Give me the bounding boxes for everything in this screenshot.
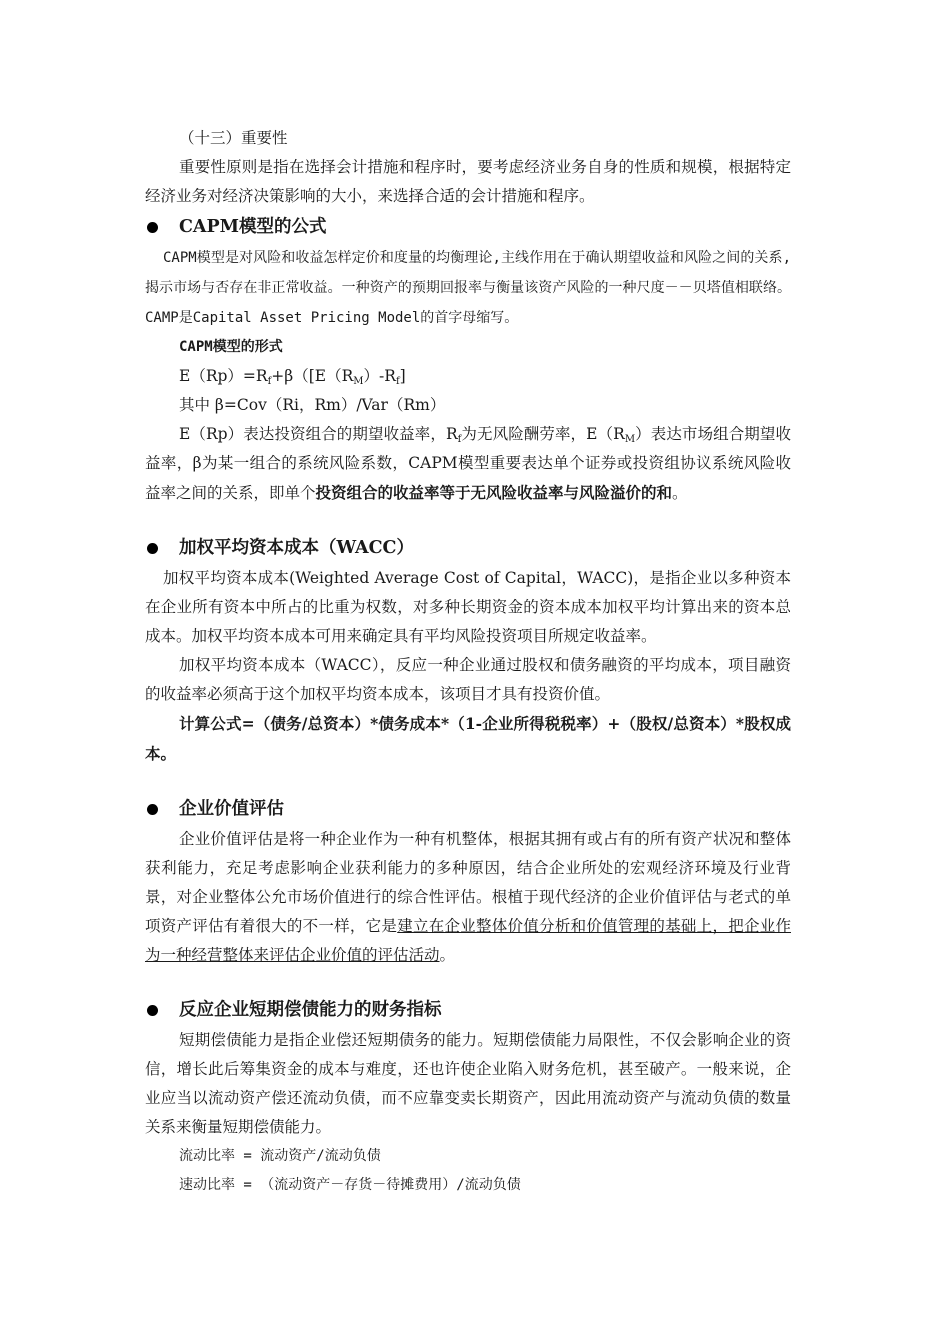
capm-heading [145,211,791,243]
capm-formula-part: ] [399,367,406,385]
valuation-underlined-text: 建立在企业整体价值分析和价值管理的基础上，把企业作为一种经营整体来评估企业价值的评估活动 [145,917,791,964]
valuation-paragraph [145,825,791,970]
bullet-icon [147,1005,158,1016]
shortterm-paragraph: 短期偿债能力是指企业偿还短期债务的能力。短期偿债能力局限性，不仅会影响企业的资信，增长此后筹集资金的成本与难度，还也许使企业陷入财务危机，甚至破产。一般来说，企业应当以流动资产偿还流动负债，而不应靠变卖长期资产，因此用流动资产与流动负债的数量关系来衡量短期偿债能力。 [145,1031,791,1136]
section-13-title: （十三）重要性 [179,129,288,147]
valuation-heading [145,793,791,825]
capm-intro-text-a: CAPM模型是对风险和收益怎样定价和度量的均衡理论,主线作用在于确认期望收益和风险之间的关系,揭示市场与否存在非正常收益。一种资产的预期回报率与衡量该资产风险的一种尺度－－贝塔值相联络。CAMP是 [145,250,791,326]
capm-explanation-part: 。 [672,484,688,502]
capm-heading-text: CAPM模型的公式 [179,217,327,237]
shortterm-heading [145,994,791,1026]
valuation-heading-text: 企业价值评估 [179,799,284,819]
wacc-formula [145,709,791,769]
capm-explanation [145,420,791,508]
capm-beta-definition: 其中 β=Cov（Ri，Rm）/Var（Rm） [179,396,446,414]
wacc-paragraph-2: 加权平均资本成本（WACC），反应一种企业通过股权和债务融资的平均成本，项目融资的收益率必须高于这个加权平均资本成本，该项目才具有投资价值。 [145,656,791,703]
document-body [145,124,791,1200]
bullet-icon [147,222,158,233]
current-ratio-formula: 流动比率 = 流动资产/流动负债 [179,1148,381,1164]
capm-formula [145,362,791,391]
capm-form-title: CAPM模型的形式 [179,339,283,355]
valuation-paragraph-part: 企业价值评估是将一种企业作为一种有机整体，根据其拥有或占有的所有资产状况和整体获利能力，充足考虑影响企业获利能力的多种原因，结合企业所处的宏观经济环境及行业背景，对企业整体公允市场价值进行的综合性评估。根植于现代经济的企业价值评估与老式的单项资产评估有着很大的不一样，它是 [145,830,791,935]
capm-explanation-subscript: f [457,434,462,445]
capm-explanation-emphasis: 投资组合的收益率等于无风险收益率与风险溢价的和 [315,483,673,502]
capm-formula-part: ）-R [363,367,396,385]
capm-explanation-part: 为无风险酬劳率，E（R [461,425,625,443]
capm-explanation-part: ）表达市场组合期望收益率，β为某一组合的系统风险系数，CAPM模型重要表达单个证券或投资组协议系统风险收益率之间的关系，即单个 [145,425,791,502]
capm-formula-subscript: f [267,376,272,387]
capm-intro [145,243,791,333]
capm-intro-english: Capital Asset Pricing Model [192,310,421,326]
capm-formula-part: E（Rp）=R [179,367,268,385]
wacc-heading-text: 加权平均资本成本（WACC） [179,538,414,558]
section-13-paragraph: 重要性原则是指在选择会计措施和程序时，要考虑经济业务自身的性质和规模，根据特定经济业务对经济决策影响的大小，来选择合适的会计措施和程序。 [145,158,791,205]
wacc-formula-text: 计算公式=（债务/总资本）*债务成本*（1-企业所得税税率）+（股权/总资本）*股权成本。 [145,714,791,763]
wacc-paragraph-1: 加权平均资本成本(Weighted Average Cost of Capital，WACC)，是指企业以多种资本在企业所有资本中所占的比重为权数，对多种长期资金的资本成本加权平均计算出来的资本总成本。加权平均资本成本可用来确定具有平均风险投资项目所规定收益率。 [145,569,791,645]
capm-formula-subscript: f [395,376,400,387]
valuation-paragraph-part: 。 [439,946,456,964]
capm-formula-part: +β（[E（R [271,367,354,385]
wacc-heading [145,532,791,564]
capm-explanation-subscript: M [624,434,636,445]
bullet-icon [147,804,158,815]
bullet-icon [147,543,158,554]
shortterm-heading-text: 反应企业短期偿债能力的财务指标 [179,1000,442,1020]
capm-explanation-part: E（Rp）表达投资组合的期望收益率，R [179,425,458,443]
capm-formula-subscript: M [353,376,364,387]
quick-ratio-formula: 速动比率 = （流动资产－存货－待摊费用）/流动负债 [179,1177,521,1193]
capm-intro-text-b: 的首字母缩写。 [420,310,519,326]
